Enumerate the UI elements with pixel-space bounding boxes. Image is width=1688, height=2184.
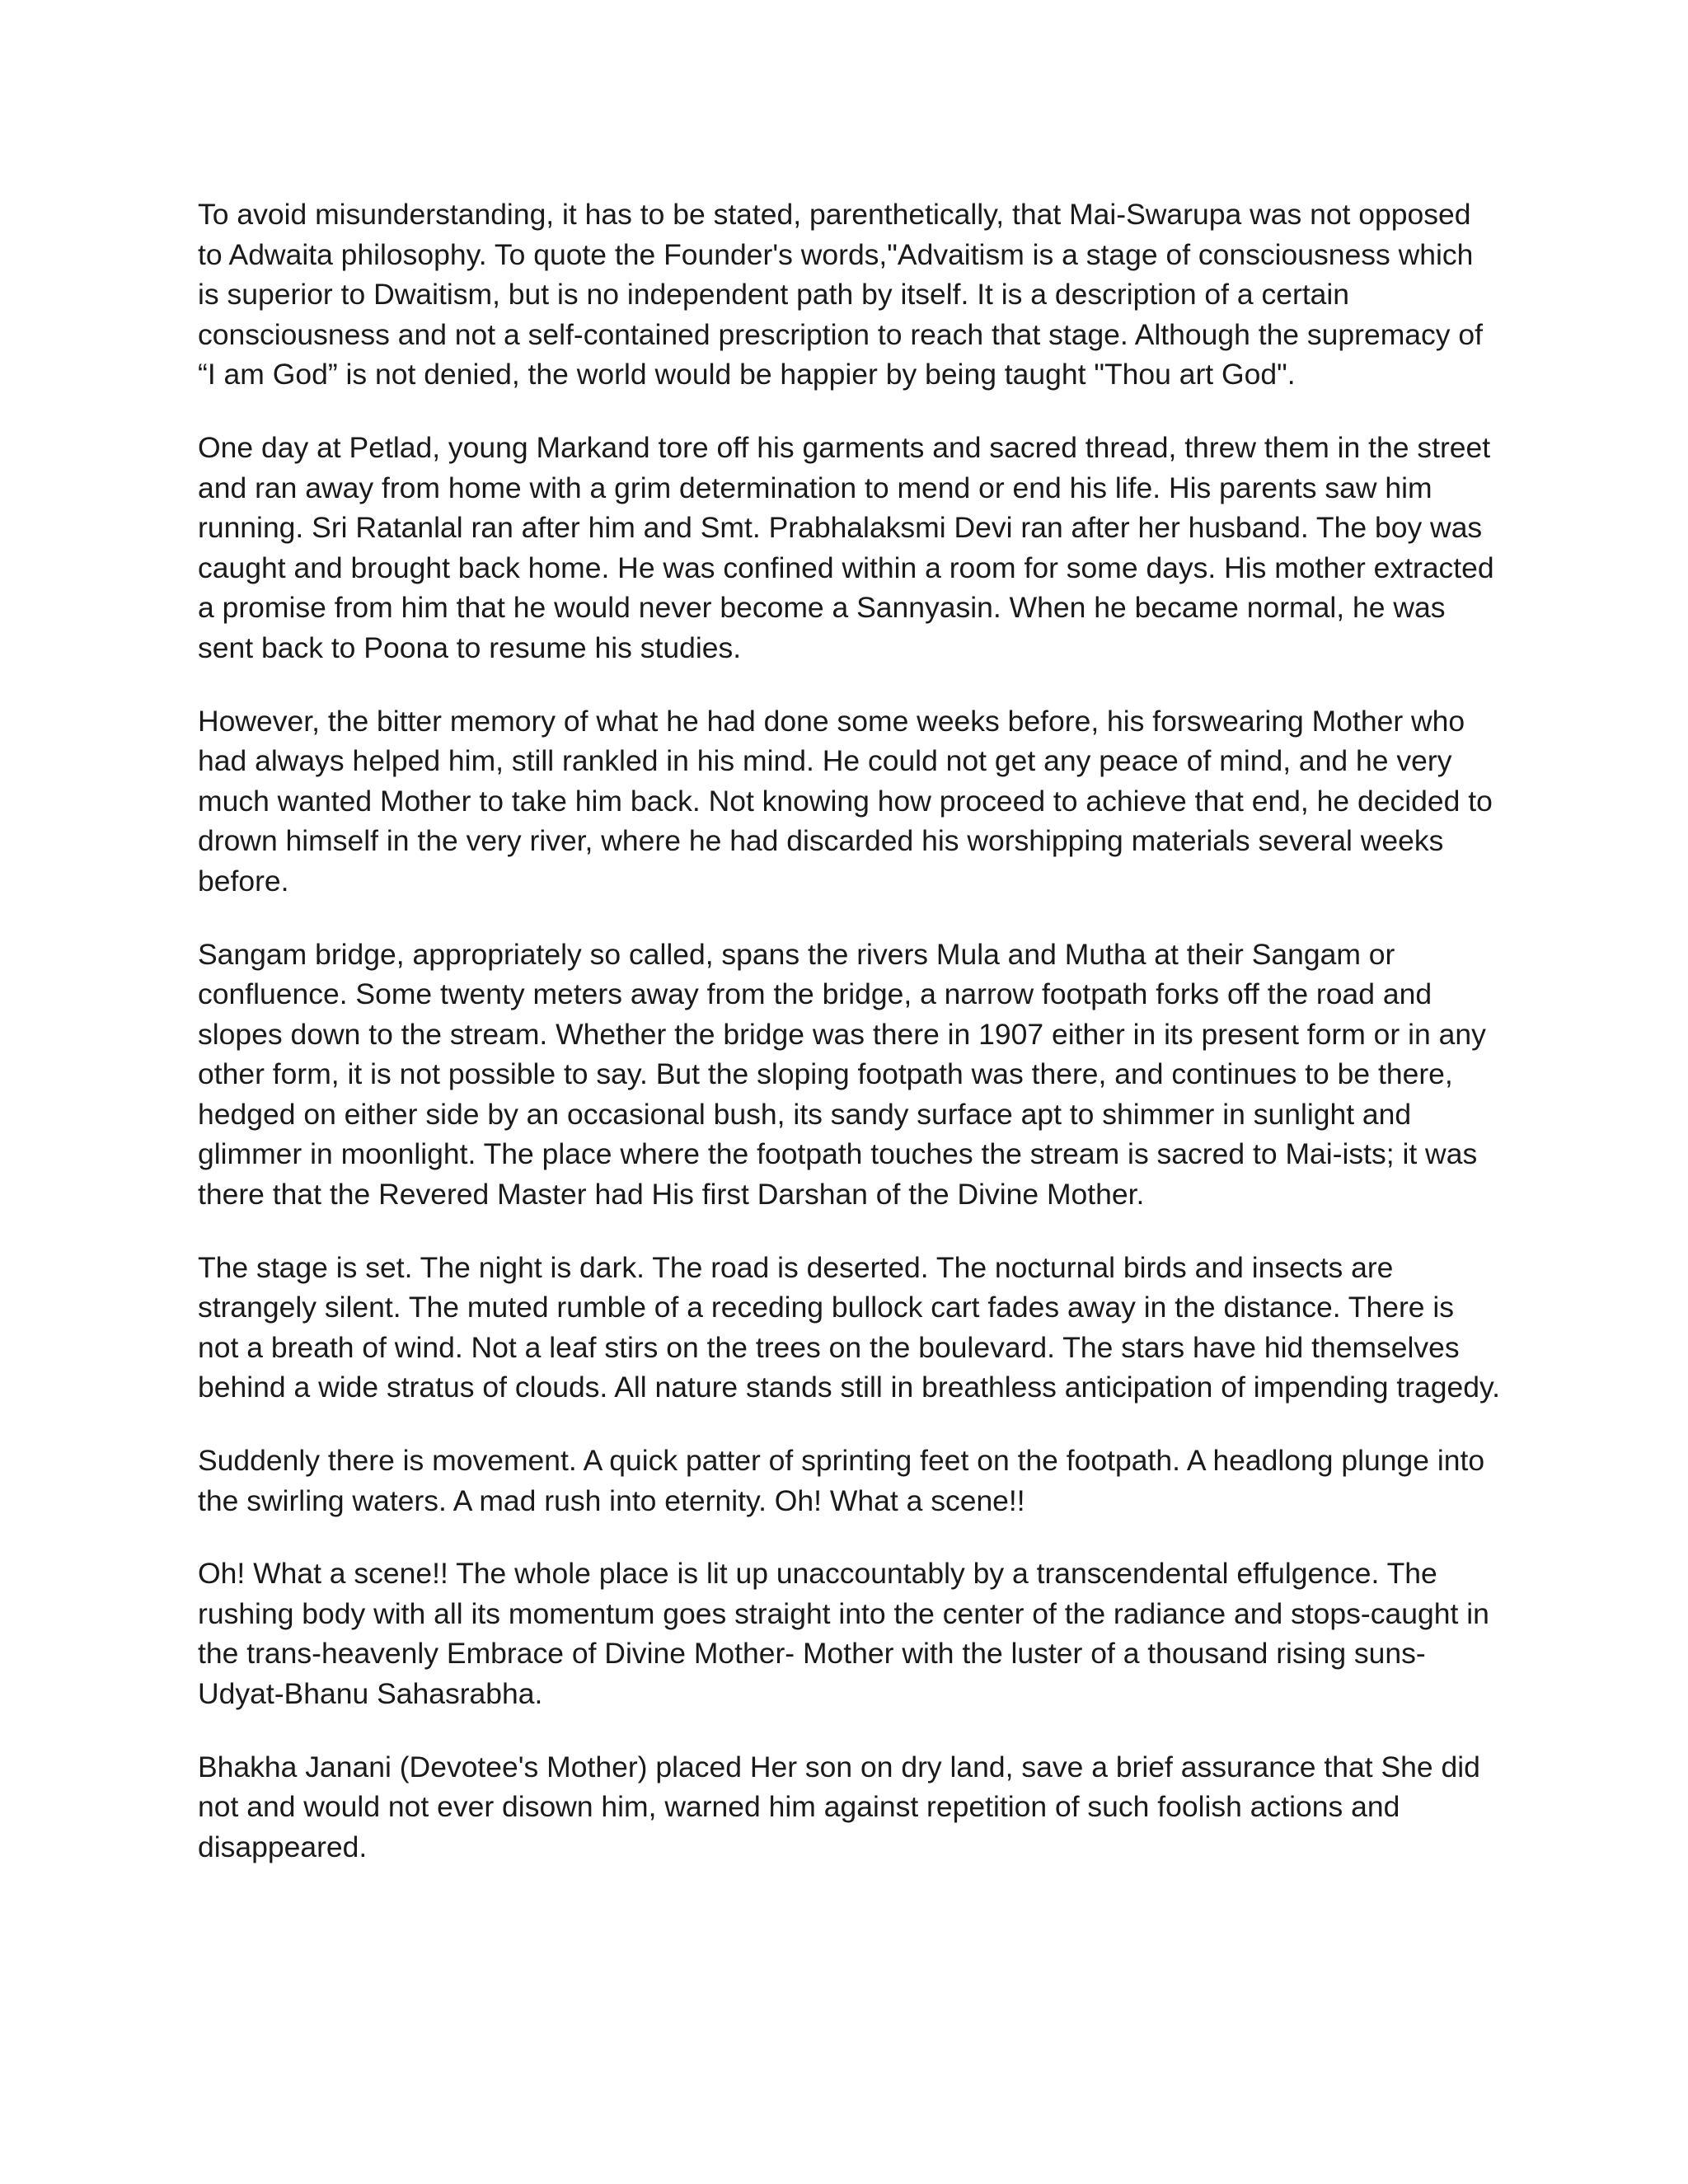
paragraph-7: Oh! What a scene!! The whole place is lit up unaccountably by a transcendental effulgence. The rushing body with all its momentum goes straight into the center of the radiance and stops-caught in the trans-heavenly Embrace of Divine Mother- Mother with the luster of a thousand rising suns-Udyat-Bhanu Sahasrabha. [198, 1557, 1489, 1710]
paragraph-4: Sangam bridge, appropriately so called, spans the rivers Mula and Mutha at their Sangam or confluence. Some twenty meters away from the bridge, a narrow footpath forks off the road and slopes down to the stream. Whether the bridge was there in 1907 either in its present form or in any other form, it is not possible to say. But the sloping footpath was there, and continues to be there, hedged on either side by an occasional bush, its sandy surface apt to shimmer in sunlight and glimmer in moonlight. The place where the footpath touches the stream is sacred to Mai-ists; it was there that the Revered Master had His first Darshan of the Divine Mother. [198, 937, 1486, 1212]
paragraph-2: One day at Petlad, young Markand tore off his garments and sacred thread, threw them in the street and ran away from home with a grim determination to mend or end his life. His parents saw him running. Sri Ratanlal ran after him and Smt. Prabhalaksmi Devi ran after her husband. The boy was caught and brought back home. He was confined within a room for some days. His mother extracted a promise from him that he would never become a Sannyasin. When he became normal, he was sent back to Poona to resume his studies. [198, 430, 1494, 664]
paragraph-3: However, the bitter memory of what he had done some weeks before, his forswearing Mother who had always helped him, still rankled in his mind. He could not get any peace of mind, and he very much wanted Mother to take him back. Not knowing how proceed to achieve that end, he decided to drown himself in the very river, where he had discarded his worshipping materials several weeks before. [198, 704, 1493, 898]
paragraph-8: Bhakha Janani (Devotee's Mother) placed Her son on dry land, save a brief assurance that She did not and would not ever disown him, warned him against repetition of such foolish actions and disappeared. [198, 1750, 1480, 1863]
paragraph-5: The stage is set. The night is dark. The road is deserted. The nocturnal birds and insects are strangely silent. The muted rumble of a receding bullock cart fades away in the distance. There is not a breath of wind. Not a leaf stirs on the trees on the boulevard. The stars have hid themselves behind a wide stratus of clouds. All nature stands still in breathless anticipation of impending tragedy. [198, 1250, 1501, 1404]
document-body [198, 194, 1500, 1900]
paragraph-1: To avoid misunderstanding, it has to be stated, parenthetically, that Mai-Swarupa was not opposed to Adwaita philosophy. To quote the Founder's words,"Advaitism is a stage of consciousness which is superior to Dwaitism, but is no independent path by itself. It is a description of a certain consciousness and not a self-contained prescription to reach that stage. Although the supremacy of “I am God” is not denied, the world would be happier by being taught "Thou art God". [198, 198, 1484, 391]
paragraph-6: Suddenly there is movement. A quick patter of sprinting feet on the footpath. A headlong plunge into the swirling waters. A mad rush into eternity. Oh! What a scene!! [198, 1444, 1485, 1517]
